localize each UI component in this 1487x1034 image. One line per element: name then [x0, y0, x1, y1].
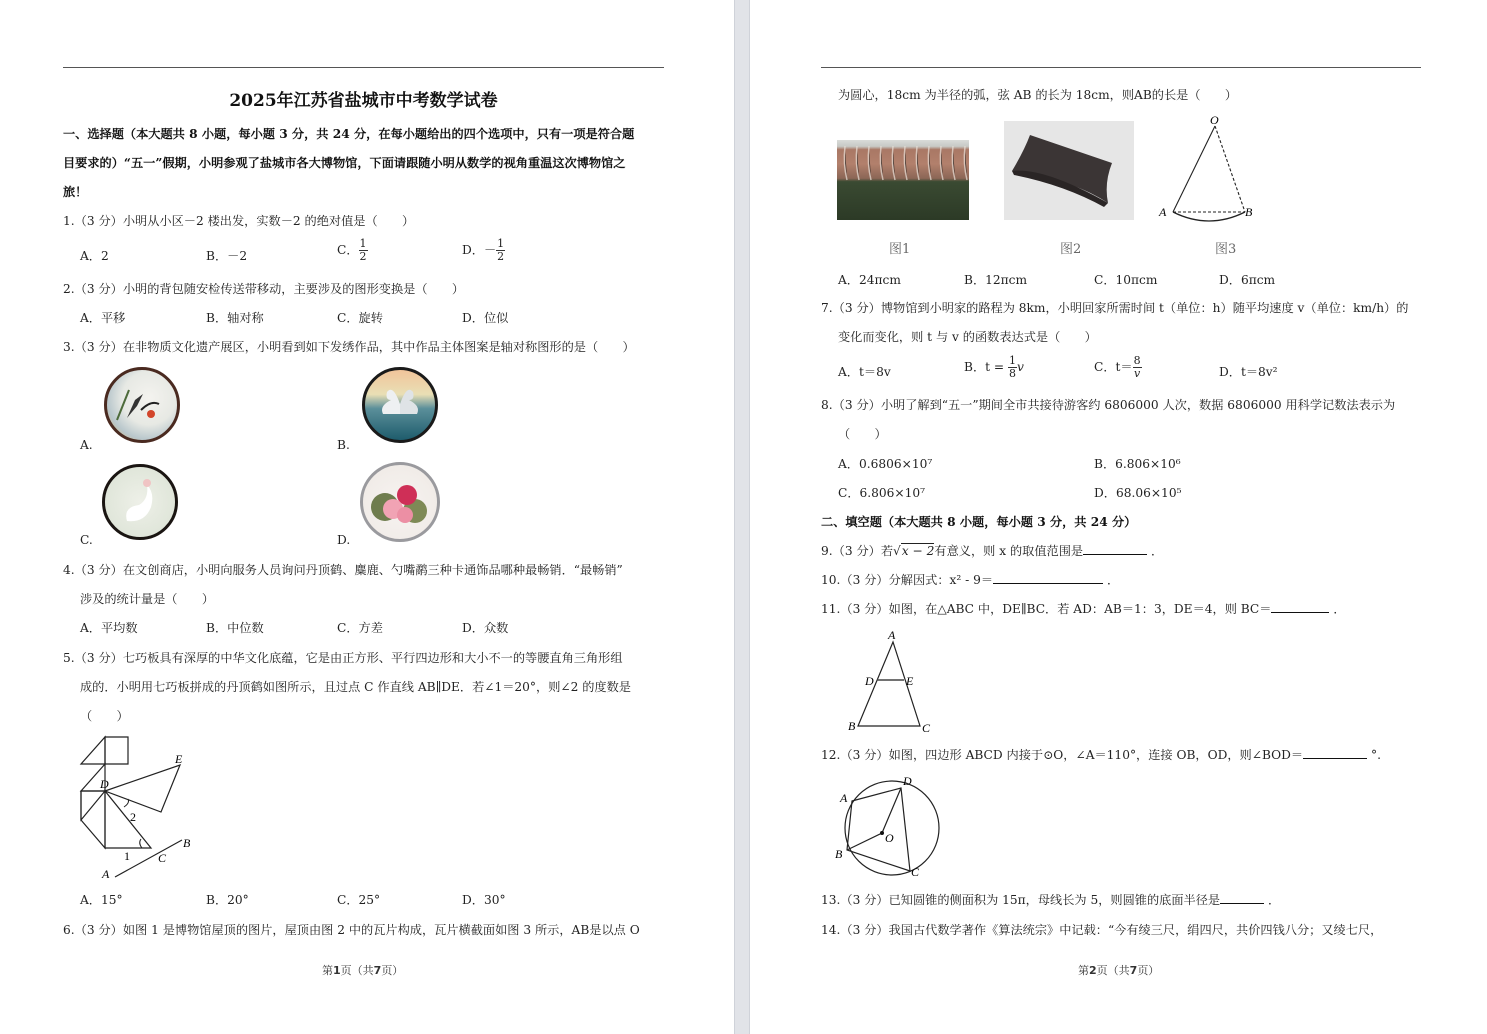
- q10-prefix: 10.（3 分）分解因式：x² - 9＝: [821, 573, 994, 587]
- q13-text: 13.（3 分）已知圆锥的侧面积为 15π，母线长为 5，则圆锥的底面半径是: [821, 893, 1221, 907]
- page-footer: [1078, 962, 1159, 978]
- q1-option-a: A．2: [80, 249, 109, 263]
- cat-embroidery-image: [102, 464, 178, 540]
- q8-stem-line2: （ ）: [838, 427, 887, 441]
- q12-end: °.: [1370, 748, 1381, 762]
- q3-option-b: B.: [337, 438, 350, 452]
- numerator: 1: [1009, 354, 1017, 367]
- inscribed-quadrilateral-figure: [834, 772, 944, 880]
- svg-text:B: B: [835, 847, 843, 861]
- q9-end: ．: [1150, 544, 1164, 558]
- page-2: [750, 0, 1487, 1034]
- page-footer: [322, 962, 403, 978]
- q1-c-fraction: [359, 238, 368, 263]
- svg-text:O: O: [885, 831, 894, 845]
- footer-suffix: 页）: [381, 964, 404, 977]
- q6-option-b: B．12πcm: [964, 273, 1028, 287]
- q10-end: ．: [1106, 573, 1120, 587]
- q1-d-fraction: [496, 238, 505, 263]
- arc-cross-section-figure: [1155, 112, 1255, 222]
- svg-text:C: C: [922, 721, 931, 735]
- svg-text:B: B: [848, 719, 856, 733]
- denominator: 8: [1009, 367, 1017, 380]
- svg-text:D: D: [903, 774, 912, 788]
- q4-option-a: A．平均数: [80, 621, 138, 635]
- footer-page-number: 1: [333, 964, 341, 977]
- roof-tiles-pattern: [837, 140, 969, 182]
- q2-option-c: C．旋转: [337, 311, 383, 325]
- swans-icon: [365, 370, 435, 440]
- page-gap: [734, 0, 750, 1034]
- q9-prefix: 9.（3 分）若: [821, 544, 894, 558]
- numerator: 1: [359, 237, 367, 250]
- q7-option-a: A．t＝8v: [838, 365, 891, 379]
- numerator: 8: [1133, 354, 1141, 367]
- tile-shape: [1004, 121, 1134, 220]
- footer-mid: 页（共: [1096, 964, 1130, 977]
- q10-answer-blank[interactable]: [993, 573, 1103, 584]
- q7-b-suffix: v: [1017, 360, 1024, 374]
- q13-answer-blank[interactable]: [1220, 893, 1264, 904]
- tangram-crane-figure: [78, 735, 198, 880]
- svg-text:B: B: [1245, 205, 1253, 219]
- q12-text: 12.（3 分）如图，四边形 ABCD 内接于⊙O，∠A＝110°，连接 OB，OD，则∠BOD＝: [821, 748, 1304, 762]
- q6-option-a: A．24πcm: [838, 273, 901, 287]
- q4-option-b: B．中位数: [206, 621, 264, 635]
- footer-prefix: 第: [1078, 964, 1089, 977]
- q7-c-prefix: C．t＝: [1094, 360, 1133, 374]
- svg-text:D: D: [865, 674, 874, 688]
- q2-option-a: A．平移: [80, 311, 126, 325]
- q14-stem: 14.（3 分）我国古代数学著作《算法统宗》中记载：“今有绫三尺，绢四尺，共价四钱八分；又绫七尺，: [821, 923, 1383, 937]
- q1-c-prefix: C．: [337, 243, 359, 257]
- q5-stem-line2: 成的．小明用七巧板拼成的丹顶鹤如图所示，且过点 C 作直线 AB∥DE．若∠1＝20°，则∠2 的度数是: [80, 680, 631, 694]
- footer-total-pages: 7: [373, 964, 382, 977]
- q2-stem: 2.（3 分）小明的背包随安检传送带移动，主要涉及的图形变换是（ ）: [63, 282, 465, 296]
- svg-text:C: C: [158, 851, 167, 865]
- q8-option-d: D．68.06×10⁵: [1094, 486, 1182, 500]
- q1-stem: 1.（3 分）小明从小区－2 楼出发，实数－2 的绝对值是（ ）: [63, 214, 415, 228]
- q1-option-c: [337, 238, 368, 263]
- q5-stem-line3: （ ）: [80, 709, 129, 723]
- q12-stem: [821, 746, 1381, 763]
- q9-radicand: x − 2: [901, 544, 935, 558]
- q11-text: 11.（3 分）如图，在△ABC 中，DE∥BC．若 AD：AB＝1：3，DE＝4，则 BC＝: [821, 602, 1272, 616]
- page-1: [0, 0, 734, 1034]
- triangle-abc-figure: [834, 626, 934, 736]
- q7-c-fraction: [1133, 355, 1142, 380]
- q6-option-c: C．10πcm: [1094, 273, 1158, 287]
- numerator: 1: [497, 237, 505, 250]
- footer-mid: 页（共: [340, 964, 374, 977]
- svg-text:C: C: [911, 865, 920, 879]
- q1-option-d: [462, 238, 505, 263]
- svg-text:E: E: [906, 674, 914, 688]
- q7-stem-line2: 变化而变化，则 t 与 v 的函数表达式是（ ）: [838, 330, 1097, 344]
- figure-3-label: 图3: [1215, 242, 1237, 257]
- denominator: 2: [497, 250, 505, 263]
- q1-option-b: B．－2: [206, 249, 248, 263]
- tangram-diagram: [78, 735, 198, 880]
- q13-stem: [821, 891, 1280, 908]
- denominator: 2: [359, 250, 367, 263]
- svg-text:B: B: [183, 836, 191, 850]
- q7-option-d: D．t＝8v²: [1219, 365, 1278, 379]
- svg-text:D: D: [100, 777, 109, 791]
- q3-stem: 3.（3 分）在非物质文化遗产展区，小明看到如下发绣作品，其中作品主体图案是轴对称图形的是（ ）: [63, 340, 635, 354]
- q5-option-a: A．15°: [80, 893, 123, 907]
- svg-text:O: O: [1210, 113, 1219, 127]
- svg-text:A: A: [888, 628, 896, 642]
- q6-option-d: D．6πcm: [1219, 273, 1276, 287]
- q8-stem: 8.（3 分）小明了解到“五一”期间全市共接待游客约 6806000 人次，数据 6806000 用科学记数法表示为: [821, 398, 1396, 412]
- q13-end: ．: [1267, 893, 1281, 907]
- swans-embroidery-image: [362, 367, 438, 443]
- q9-answer-blank[interactable]: [1083, 544, 1147, 555]
- footer-total-pages: 7: [1129, 964, 1138, 977]
- q4-option-c: C．方差: [337, 621, 383, 635]
- q3-option-c: C.: [80, 533, 93, 547]
- q7-b-prefix: B．t =: [964, 360, 1009, 374]
- q2-option-d: D．位似: [462, 311, 509, 325]
- svg-text:1: 1: [124, 849, 130, 863]
- q4-option-d: D．众数: [462, 621, 509, 635]
- section1-heading-line3: 旅！: [63, 185, 88, 199]
- q10-stem: [821, 571, 1119, 588]
- q8-option-a: A．0.6806×10⁷: [838, 457, 933, 471]
- q11-stem: [821, 600, 1346, 617]
- header-rule: [63, 67, 664, 68]
- q9-suffix: 有意义，则 x 的取值范围是: [934, 544, 1084, 558]
- svg-text:A: A: [840, 791, 848, 805]
- svg-text:A: A: [102, 867, 110, 880]
- cat-icon: [105, 467, 175, 537]
- roof-tile-photo: [1004, 121, 1134, 220]
- q12-answer-blank[interactable]: [1303, 748, 1367, 759]
- q7-option-b: [964, 355, 1024, 380]
- q1-d-prefix: D．－: [462, 243, 497, 257]
- q9-stem: 9.（3 分）若√x − 2有意义，则 x 的取值范围是 ．: [821, 544, 1164, 558]
- section1-heading-line2: 目要求的）“五一”假期，小明参观了盐城市各大博物馆，下面请跟随小明从数学的视角重温这次博物馆之: [63, 156, 626, 170]
- circle-quadrilateral-diagram: [834, 772, 944, 880]
- denominator: v: [1134, 367, 1141, 380]
- figure-1-label: 图1: [889, 242, 911, 257]
- svg-text:2: 2: [130, 810, 136, 824]
- q5-option-b: B．20°: [206, 893, 249, 907]
- q7-b-fraction: [1008, 355, 1017, 380]
- arc-diagram: [1155, 112, 1255, 222]
- crane-icon: [107, 370, 177, 440]
- q2-option-b: B．轴对称: [206, 311, 264, 325]
- figure-2-label: 图2: [1060, 242, 1082, 257]
- section1-heading: 一、选择题（本大题共 8 小题，每小题 3 分，共 24 分，在每小题给出的四个选项中，只有一项是符合题: [63, 127, 635, 141]
- header-rule: [821, 67, 1421, 68]
- document-title: 2025年江苏省盐城市中考数学试卷: [229, 91, 498, 111]
- q3-option-a: A.: [80, 438, 93, 452]
- roof-photo: [837, 140, 969, 220]
- svg-text:E: E: [175, 752, 183, 766]
- q8-option-b: B．6.806×10⁶: [1094, 457, 1181, 471]
- q11-answer-blank[interactable]: [1271, 602, 1329, 613]
- footer-prefix: 第: [322, 964, 333, 977]
- svg-text:A: A: [1159, 205, 1167, 219]
- q7-option-c: [1094, 355, 1142, 380]
- q6-stem-line2: 为圆心，18cm 为半径的弧，弦 AB 的长为 18cm，则AB的长是（ ）: [838, 88, 1238, 102]
- q6-stem: 6.（3 分）如图 1 是博物馆屋顶的图片，屋顶由图 2 中的瓦片构成，瓦片横截面如图 3 所示，AB是以点 O: [63, 923, 640, 937]
- footer-page-number: 2: [1089, 964, 1097, 977]
- q3-option-d: D.: [337, 533, 351, 547]
- crane-embroidery-image: [104, 367, 180, 443]
- q8-option-c: C．6.806×10⁷: [838, 486, 926, 500]
- peony-icon: [363, 465, 437, 539]
- q5-option-c: C．25°: [337, 893, 381, 907]
- q5-option-d: D．30°: [462, 893, 506, 907]
- q4-stem-line2: 涉及的统计量是（ ）: [80, 592, 215, 606]
- q11-end: ．: [1333, 602, 1346, 616]
- section2-heading: 二、填空题（本大题共 8 小题，每小题 3 分，共 24 分）: [821, 515, 1137, 529]
- q5-stem: 5.（3 分）七巧板具有深厚的中华文化底蕴，它是由正方形、平行四边形和大小不一的等腰直角三角形组: [63, 651, 623, 665]
- q4-stem: 4.（3 分）在文创商店，小明向服务人员询问丹顶鹤、麋鹿、勺嘴鹬三种卡通饰品哪种最畅销．“最畅销”: [63, 563, 623, 577]
- triangle-diagram: [834, 626, 934, 736]
- peony-embroidery-image: [360, 462, 440, 542]
- footer-suffix: 页）: [1137, 964, 1160, 977]
- q7-stem: 7.（3 分）博物馆到小明家的路程为 8km，小明回家所需时间 t（单位：h）随平均速度 v（单位：km/h）的: [821, 301, 1409, 315]
